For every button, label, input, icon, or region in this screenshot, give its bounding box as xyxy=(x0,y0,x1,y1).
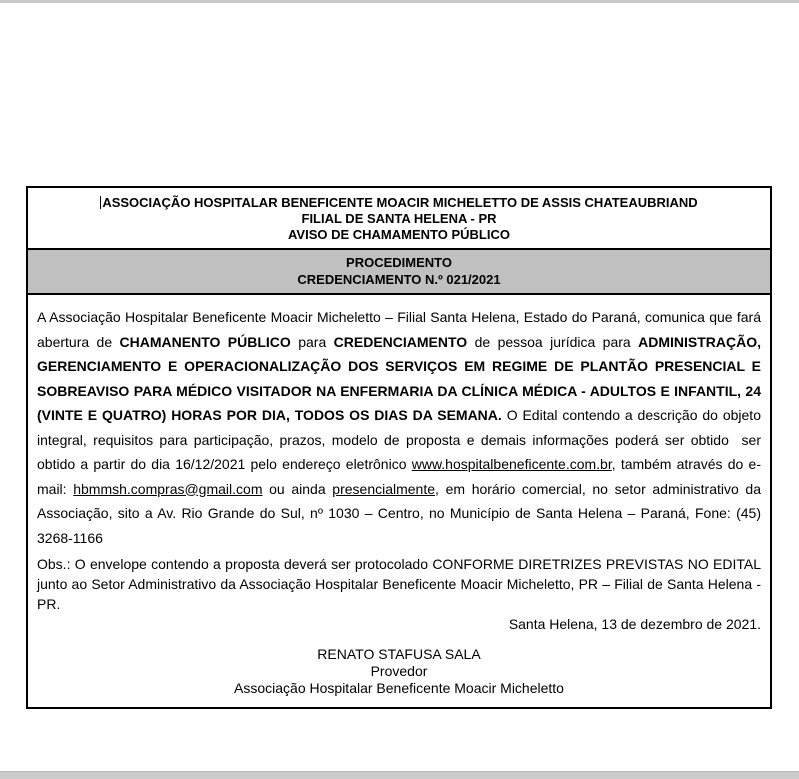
text-segment-normal: , também através do e-mail: xyxy=(37,456,762,497)
header-line-association xyxy=(36,195,762,211)
obs-paragraph: Obs.: O envelope contendo a proposta deverá ser protocolado CONFORME DIRETRIZES PREVISTAS NO EDITAL junto ao Setor Administrativo da Associação Hospitalar Beneficente Moacir Micheletto, PR – Filial de Santa Helena - PR. xyxy=(37,556,761,612)
banner-line-procedure: PROCEDIMENTO xyxy=(346,255,452,270)
notice-table xyxy=(26,186,772,709)
banner-line-credential-number: CREDENCIAMENTO N.º 021/2021 xyxy=(297,272,501,287)
procedure-banner xyxy=(28,248,770,295)
text-segment-normal: para xyxy=(290,333,334,350)
text-segment-normal: de pessoa jurídica para xyxy=(467,333,639,350)
text-segment-normal: , em horário comercial, no setor administrativo da Associação, sito a Av. Rio Grande do Sul, nº 1030 – Centro, no Município de Santa Helena – Paraná, Fone: (45) 3268-1166 xyxy=(37,480,761,546)
window-edge-top xyxy=(0,0,799,3)
date-line: Santa Helena, 13 de dezembro de 2021. xyxy=(508,616,761,632)
notice-header xyxy=(28,188,770,248)
signature-name: RENATO STAFUSA SALA xyxy=(317,646,481,662)
text-segment-underline: hbmmsh.compras@gmail.com xyxy=(73,480,263,497)
notice-body xyxy=(28,295,770,707)
signature-organization: Associação Hospitalar Beneficente Moacir Micheletto xyxy=(234,680,564,696)
text-segment-normal: ou ainda xyxy=(262,480,333,497)
header-line-branch: FILIAL DE SANTA HELENA - PR xyxy=(301,211,497,226)
main-paragraph xyxy=(37,305,761,550)
header-line-association-text: ASSOCIAÇÃO HOSPITALAR BENEFICENTE MOACIR MICHELETTO DE ASSIS CHATEAUBRIAND xyxy=(102,195,698,210)
text-segment-normal: O Edital contendo a descrição do objeto integral, requisitos para participação, prazos, modelo de proposta e demais informações poderá ser obtido ser obtido a partir do dia 16/12/2021 pelo endereço eletrônico xyxy=(37,407,761,472)
text-segment-normal: A Associação Hospitalar Beneficente Moacir Micheletto – Filial Santa Helena, Estado do Paraná, comunica que fará abertura de xyxy=(37,309,761,350)
signature-block xyxy=(37,646,761,697)
window-edge-bottom xyxy=(0,771,799,779)
text-segment-bold: CHAMANENTO PÚBLICO xyxy=(119,333,291,350)
signature-role: Provedor xyxy=(370,663,428,679)
text-segment-underline: presencialmente xyxy=(332,480,436,497)
text-segment-bold: ADMINISTRAÇÃO, GERENCIAMENTO E OPERACIONALIZAÇÃO DOS SERVIÇOS EM REGIME DE PLANTÃO PRESENCIAL E SOBREAVISO PARA MÉDICO VISITADOR NA ENFERMARIA DA CLÍNICA MÉDICA - ADULTOS E INFANTIL, 24 (VINTE E QUATRO) HORAS POR DIA, TODOS OS DIAS DA SEMANA. xyxy=(37,333,761,423)
text-segment-underline: www.hospitalbeneficente.com.br xyxy=(411,456,612,472)
text-segment-bold: CREDENCIAMENTO xyxy=(333,333,468,350)
header-line-notice-type: AVISO DE CHAMAMENTO PÚBLICO xyxy=(288,227,510,242)
